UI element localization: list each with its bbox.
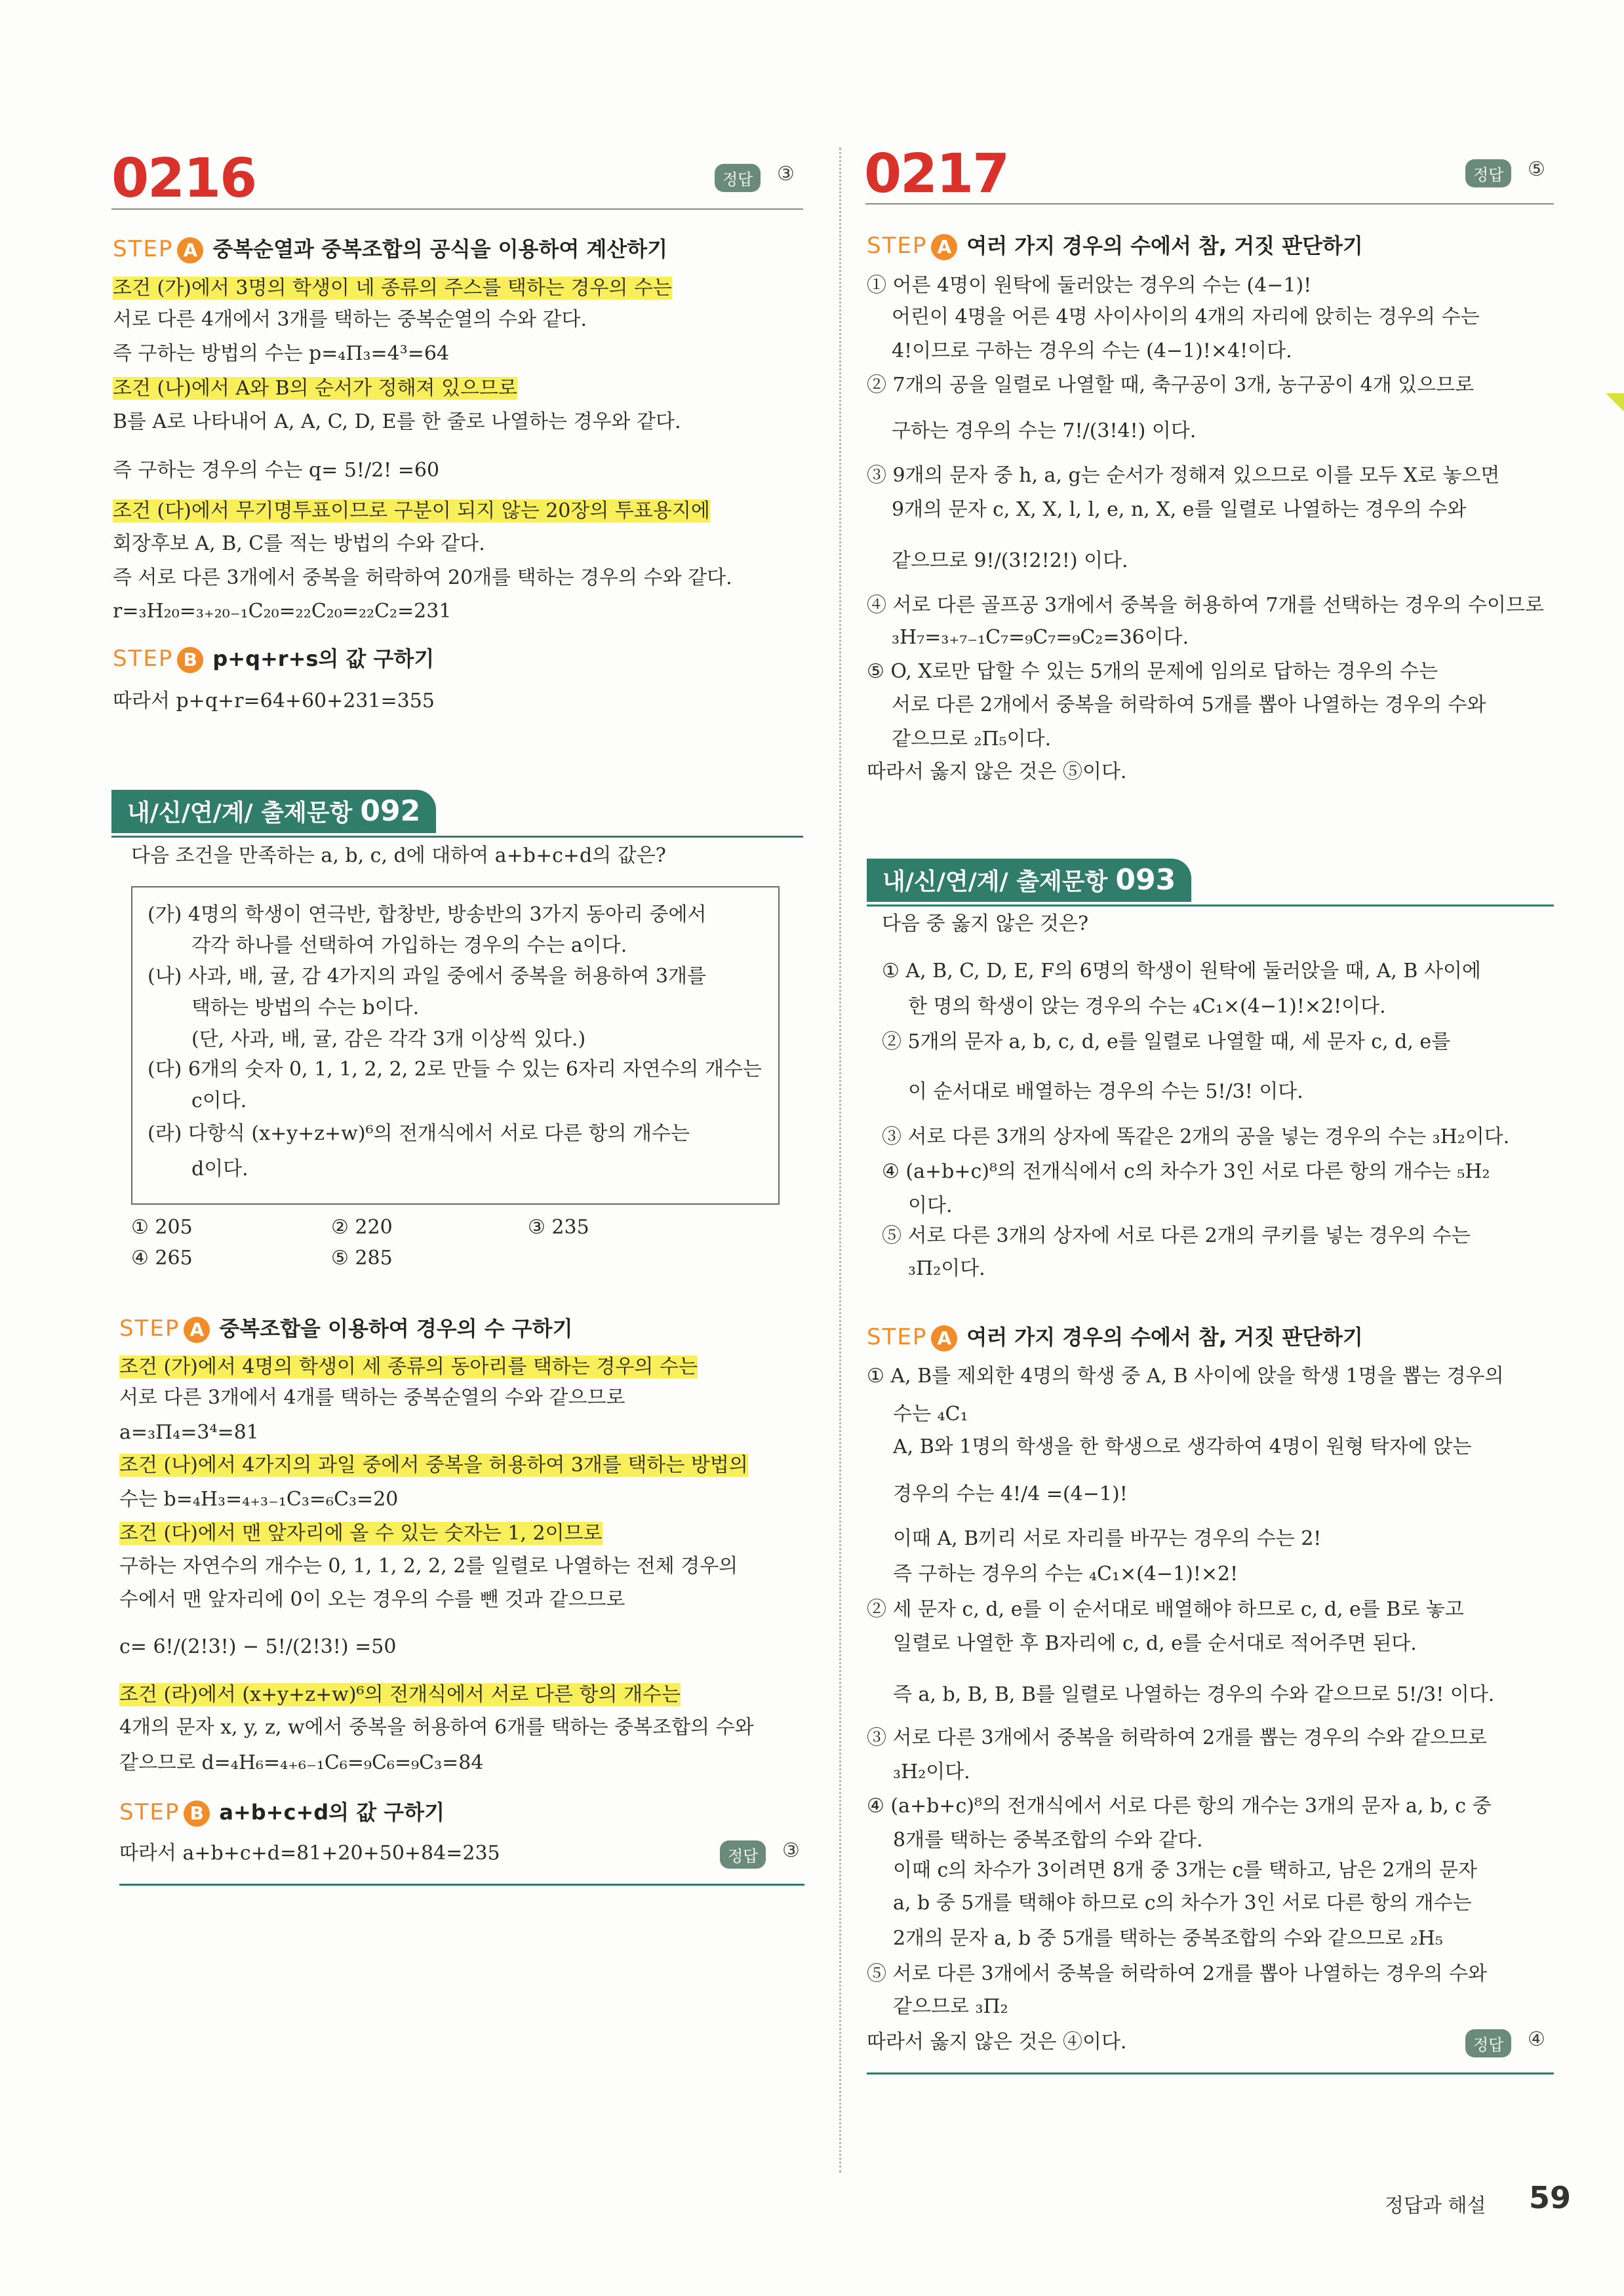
condition-line: (나) 사과, 배, 귤, 감 4가지의 과일 중에서 중복을 허용하여 3개를 (148, 965, 707, 988)
solution-line: 조건 (가)에서 4명의 학생이 세 종류의 동아리를 택하는 경우의 수는 (119, 1355, 698, 1378)
solution-line: ⑤ O, X로만 답할 수 있는 5개의 문제에 임의로 답하는 경우의 수는 (867, 660, 1438, 683)
section-rule (867, 2072, 1554, 2074)
final-line: 따라서 a+b+c+d=81+20+50+84=235 (119, 1842, 500, 1865)
choice: ① 205 (131, 1216, 193, 1239)
choice-line: ④ (a+b+c)⁸의 전개식에서 c의 차수가 3인 서로 다른 항의 개수는 ₅H₂ (882, 1160, 1490, 1183)
solution-line: 경우의 수는 4!/4 =(4−1)! (893, 1483, 1128, 1506)
step-a-header: STEP A 여러 가지 경우의 수에서 참, 거짓 판단하기 (867, 1324, 1363, 1350)
solution-line: 즉 서로 다른 3개에서 중복을 허락하여 20개를 택하는 경우의 수와 같다. (113, 566, 732, 589)
condition-line: (단, 사과, 배, 귤, 감은 각각 3개 이상씩 있다.) (191, 1028, 586, 1051)
solution-line: 서로 다른 3개에서 4개를 택하는 중복순열의 수와 같으므로 (119, 1386, 625, 1409)
solution-line: 구하는 자연수의 개수는 0, 1, 1, 2, 2, 2를 일렬로 나열하는 전체 경우의 (119, 1555, 738, 1578)
step-b-header: STEP B a+b+c+d의 값 구하기 (119, 1799, 445, 1825)
solution-line: ① 어른 4명이 원탁에 둘러앉는 경우의 수는 (4−1)! (867, 274, 1312, 297)
choice-line: ① A, B, C, D, E, F의 6명의 학생이 원탁에 둘러앉을 때, A, B 사이에 (882, 960, 1481, 983)
column-divider (839, 147, 841, 2173)
page-number: 59 (1529, 2180, 1572, 2215)
solution-line: 조건 (나)에서 4가지의 과일 중에서 중복을 허용하여 3개를 택하는 방법의 (119, 1454, 748, 1477)
step-a-header: STEP A 중복조합을 이용하여 경우의 수 구하기 (119, 1315, 573, 1342)
solution-line: 구하는 경우의 수는 7!/(3!4!) 이다. (892, 419, 1197, 442)
solution-line: 같으므로 ₂Π₅이다. (892, 728, 1052, 750)
footer-label: 정답과 해설 (1385, 2194, 1486, 2217)
choice-line: 이 순서대로 배열하는 경우의 수는 5!/3! 이다. (908, 1080, 1303, 1103)
solution-line: 조건 (다)에서 맨 앞자리에 올 수 있는 숫자는 1, 2이므로 (119, 1522, 603, 1545)
solution-line: 이때 c의 차수가 3이려면 8개 중 3개는 c를 택하고, 남은 2개의 문자 (893, 1859, 1477, 1882)
solution-line: 회장후보 A, B, C를 적는 방법의 수와 같다. (113, 532, 485, 555)
answer-badge: 정답 (1465, 159, 1511, 187)
solution-line: 2개의 문자 a, b 중 5개를 택하는 중복조합의 수와 같으므로 ₂H₅ (893, 1927, 1443, 1950)
problem-number-0216: 0216 (111, 147, 256, 210)
answer-value: ③ (782, 1839, 800, 1862)
condition-line: (가) 4명의 학생이 연극반, 합창반, 방송반의 3가지 동아리 중에서 (148, 903, 707, 926)
solution-line: A, B와 1명의 학생을 한 학생으로 생각하여 4명이 원형 탁자에 앉는 (893, 1435, 1472, 1458)
title-rule (865, 203, 1554, 204)
solution-line: 수는 ₄C₁ (893, 1403, 968, 1426)
solution-line: 일렬로 나열한 후 B자리에 c, d, e를 순서대로 적어주면 된다. (893, 1632, 1417, 1655)
solution-line: 8개를 택하는 중복조합의 수와 같다. (893, 1829, 1203, 1852)
solution-line: ② 세 문자 c, d, e를 이 순서대로 배열해야 하므로 c, d, e를 B로 놓고 (867, 1598, 1464, 1621)
answer-badge: 정답 (715, 164, 761, 192)
solution-line: 조건 (라)에서 (x+y+z+w)⁶의 전개식에서 서로 다른 항의 개수는 (119, 1683, 681, 1706)
solution-line: 즉 구하는 경우의 수는 ₄C₁×(4−1)!×2! (893, 1563, 1238, 1586)
answer-badge: 정답 (720, 1840, 766, 1869)
solution-line: ③ 서로 다른 3개에서 중복을 허락하여 2개를 뽑는 경우의 수와 같으므로 (867, 1726, 1487, 1749)
solution-line: 4!이므로 구하는 경우의 수는 (4−1)!×4!이다. (892, 340, 1292, 362)
step-a-header: STEP A 중복순열과 중복조합의 공식을 이용하여 계산하기 (113, 236, 668, 262)
final-line: 따라서 p+q+r=64+60+231=355 (113, 690, 435, 712)
choice-line: 이다. (908, 1194, 953, 1217)
solution-line: 따라서 옳지 않은 것은 ④이다. (867, 2031, 1127, 2053)
solution-line: ⑤ 서로 다른 3개에서 중복을 허락하여 2개를 뽑아 나열하는 경우의 수와 (867, 1962, 1487, 1985)
solution-line: 따라서 옳지 않은 것은 ⑤이다. (867, 760, 1127, 783)
solution-line: 조건 (나)에서 A와 B의 순서가 정해져 있으므로 (113, 377, 517, 400)
question-text: 다음 중 옳지 않은 것은? (882, 912, 1089, 935)
corner-marker (1606, 393, 1624, 412)
condition-line: d이다. (191, 1158, 248, 1180)
solution-line: 수에서 맨 앞자리에 0이 오는 경우의 수를 뺀 것과 같으므로 (119, 1588, 625, 1611)
solution-line: ₃H₇=₃₊₇₋₁C₇=₉C₇=₉C₂=36이다. (892, 626, 1189, 649)
solution-line: 조건 (다)에서 무기명투표이므로 구분이 되지 않는 20장의 투표용지에 (113, 499, 710, 522)
condition-line: 각각 하나를 선택하여 가입하는 경우의 수는 a이다. (191, 934, 627, 957)
choice-line: ⑤ 서로 다른 3개의 상자에 서로 다른 2개의 쿠키를 넣는 경우의 수는 (882, 1224, 1471, 1247)
answer-value: ③ (777, 163, 795, 185)
solution-line: ① A, B를 제외한 4명의 학생 중 A, B 사이에 앉을 학생 1명을 뽑는 경우의 (867, 1365, 1504, 1388)
solution-line: 서로 다른 4개에서 3개를 택하는 중복순열의 수와 같다. (113, 308, 587, 331)
title-rule (111, 208, 803, 210)
answer-badge: 정답 (1465, 2029, 1511, 2057)
solution-line: 서로 다른 2개에서 중복을 허락하여 5개를 뽑아 나열하는 경우의 수와 (892, 693, 1486, 716)
step-a-header: STEP A 여러 가지 경우의 수에서 참, 거짓 판단하기 (867, 233, 1363, 259)
solution-line: ④ (a+b+c)⁸의 전개식에서 서로 다른 항의 개수는 3개의 문자 a, b, c 중 (867, 1795, 1492, 1818)
step-b-header: STEP B p+q+r+s의 값 구하기 (113, 646, 435, 672)
condition-line: c이다. (191, 1089, 247, 1112)
solution-line: a, b 중 5개를 택해야 하므로 c의 차수가 3인 서로 다른 항의 개수는 (893, 1892, 1472, 1915)
solution-line: ② 7개의 공을 일렬로 나열할 때, 축구공이 3개, 농구공이 4개 있으므로 (867, 374, 1475, 397)
problem-number-0217: 0217 (864, 143, 1009, 205)
solution-line: 어린이 4명을 어른 4명 사이사이의 4개의 자리에 앉히는 경우의 수는 (892, 305, 1480, 328)
choice: ④ 265 (131, 1247, 193, 1270)
answer-value: ④ (1528, 2028, 1545, 2051)
solution-line: 같으므로 ₃Π₂ (893, 1995, 1008, 2018)
answer-value: ⑤ (1528, 158, 1545, 181)
choice: ⑤ 285 (331, 1247, 393, 1270)
choice-line: ₃Π₂이다. (908, 1257, 985, 1280)
solution-line: 즉 a, b, B, B, B를 일렬로 나열하는 경우의 수와 같으므로 5!/3! 이다. (893, 1683, 1495, 1706)
choice: ② 220 (331, 1216, 393, 1239)
solution-line: ₃H₂이다. (893, 1761, 970, 1783)
solution-line: 9개의 문자 c, X, X, l, l, e, n, X, e를 일렬로 나열하는 경우의 수와 (892, 498, 1467, 521)
solution-line: c= 6!/(2!3!) − 5!/(2!3!) =50 (119, 1635, 397, 1658)
solution-line: B를 A로 나타내어 A, A, C, D, E를 한 줄로 나열하는 경우와 같다. (113, 410, 681, 433)
condition-line: (다) 6개의 숫자 0, 1, 1, 2, 2, 2로 만들 수 있는 6자리 자연수의 개수는 (148, 1058, 762, 1081)
condition-line: 택하는 방법의 수는 b이다. (191, 996, 420, 1019)
solution-line: 같으므로 d=₄H₆=₄₊₆₋₁C₆=₉C₆=₉C₃=84 (119, 1751, 484, 1774)
solution-line: 같으므로 9!/(3!2!2!) 이다. (892, 549, 1128, 572)
question-text: 다음 조건을 만족하는 a, b, c, d에 대하여 a+b+c+d의 값은? (131, 844, 666, 867)
question-banner-092: 내/신/연/계/ 출제문항 092 (111, 790, 803, 838)
solution-line: 수는 b=₄H₃=₄₊₃₋₁C₃=₆C₃=20 (119, 1488, 399, 1511)
solution-line: ③ 9개의 문자 중 h, a, g는 순서가 정해져 있으므로 이를 모두 X로 놓으면 (867, 464, 1500, 487)
solution-line: 4개의 문자 x, y, z, w에서 중복을 허용하여 6개를 택하는 중복조합의 수와 (119, 1716, 754, 1739)
solution-line: r=₃H₂₀=₃₊₂₀₋₁C₂₀=₂₂C₂₀=₂₂C₂=231 (113, 600, 452, 623)
solution-line: 이때 A, B끼리 서로 자리를 바꾸는 경우의 수는 2! (893, 1527, 1322, 1550)
choice: ③ 235 (528, 1216, 589, 1239)
choice-line: 한 명의 학생이 앉는 경우의 수는 ₄C₁×(4−1)!×2!이다. (908, 995, 1386, 1018)
section-rule (119, 1884, 804, 1886)
condition-line: (라) 다항식 (x+y+z+w)⁶의 전개식에서 서로 다른 항의 개수는 (148, 1122, 690, 1145)
question-banner-093: 내/신/연/계/ 출제문항 093 (867, 859, 1554, 906)
solution-line: 즉 구하는 경우의 수는 q= 5!/2! =60 (113, 459, 440, 482)
choice-line: ② 5개의 문자 a, b, c, d, e를 일렬로 나열할 때, 세 문자 c, d, e를 (882, 1030, 1451, 1053)
solution-line: ④ 서로 다른 골프공 3개에서 중복을 허용하여 7개를 선택하는 경우의 수이므로 (867, 594, 1544, 617)
solution-line: 조건 (가)에서 3명의 학생이 네 종류의 주스를 택하는 경우의 수는 (113, 277, 672, 300)
solution-line: 즉 구하는 방법의 수는 p=₄Π₃=4³=64 (113, 342, 450, 365)
solution-line: a=₃Π₄=3⁴=81 (119, 1421, 259, 1444)
choice-line: ③ 서로 다른 3개의 상자에 똑같은 2개의 공을 넣는 경우의 수는 ₃H₂이다. (882, 1125, 1510, 1148)
